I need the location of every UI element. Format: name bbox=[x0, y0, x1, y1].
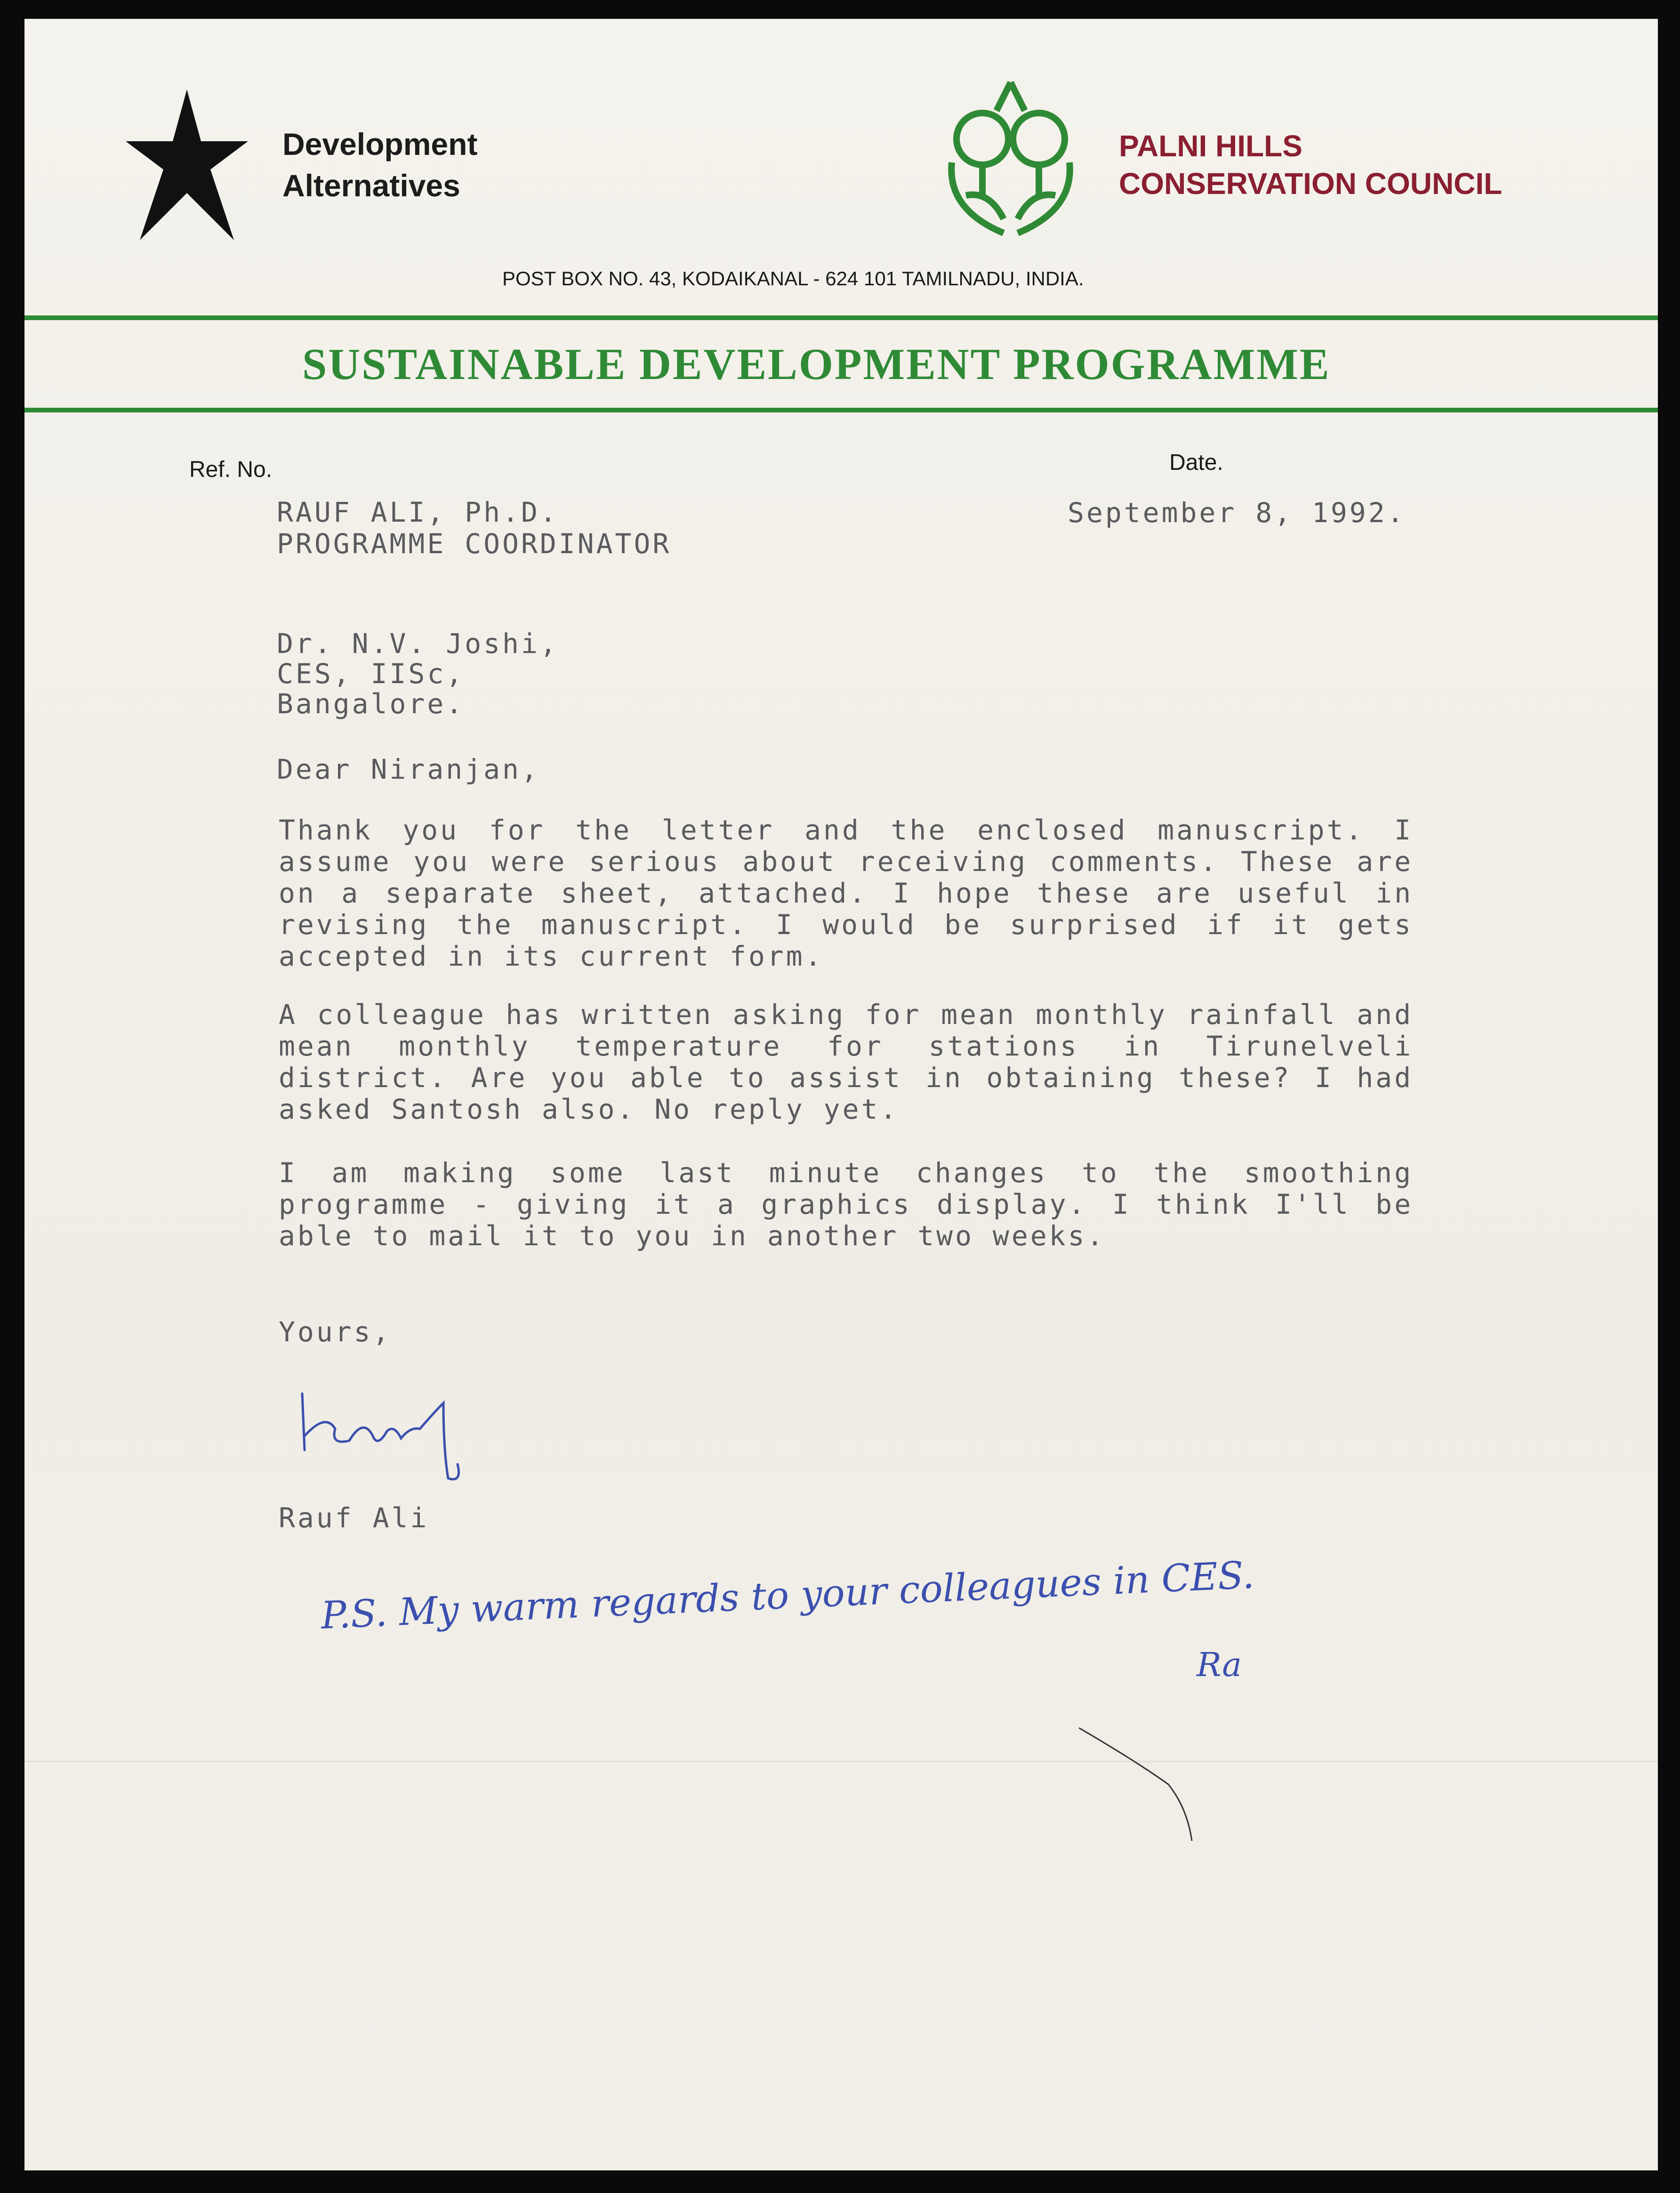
postscript: P.S. My warm regards to your colleagues in CES. bbox=[320, 1553, 1255, 1637]
salutation: Dear Niranjan, bbox=[277, 753, 540, 785]
org-right-line: CONSERVATION COUNCIL bbox=[1119, 167, 1503, 201]
sender-name: RAUF ALI, Ph.D. bbox=[277, 496, 559, 528]
text-line: assume you were serious about receiving comments. These are bbox=[279, 846, 1413, 878]
org-left-line: Alternatives bbox=[282, 168, 460, 203]
closing: Yours, bbox=[279, 1316, 392, 1348]
fold-line bbox=[24, 1761, 1658, 1762]
paragraph-3 bbox=[279, 1157, 1413, 1252]
postscript-initials: Ra bbox=[1197, 1645, 1242, 1684]
ref-label: Ref. No. bbox=[189, 457, 273, 482]
recipient-line: Dr. N.V. Joshi, bbox=[277, 628, 559, 660]
sender-title: PROGRAMME COORDINATOR bbox=[277, 528, 672, 560]
text-line: accepted in its current form. bbox=[279, 940, 824, 972]
star-logo-icon bbox=[126, 89, 248, 240]
text-line: I am making some last minute changes to the smoothing bbox=[279, 1157, 1413, 1189]
text-line: Thank you for the letter and the enclosed manuscript. I bbox=[279, 814, 1413, 846]
org-right-line: PALNI HILLS bbox=[1119, 129, 1302, 163]
sender-block bbox=[277, 497, 671, 560]
date-label: Date. bbox=[1169, 450, 1223, 475]
text-line: revising the manuscript. I would be surprised if it gets bbox=[279, 909, 1413, 941]
tree-hands-logo-icon bbox=[933, 78, 1088, 238]
text-line: mean monthly temperature for stations in Tirunelveli bbox=[279, 1030, 1413, 1062]
signatory-name: Rauf Ali bbox=[279, 1502, 429, 1534]
text-line: able to mail it to you in another two weeks. bbox=[279, 1220, 1106, 1252]
letter-page bbox=[24, 19, 1658, 2170]
org-name-development-alternatives bbox=[282, 123, 477, 206]
recipient-line: CES, IISc, bbox=[277, 658, 465, 690]
programme-title: SUSTAINABLE DEVELOPMENT PROGRAMME bbox=[302, 340, 1331, 389]
recipient-block bbox=[277, 629, 559, 719]
text-line: programme - giving it a graphics display. I think I'll be bbox=[279, 1188, 1413, 1220]
signature-icon bbox=[293, 1384, 490, 1492]
divider-top bbox=[24, 315, 1658, 320]
paragraph-2 bbox=[279, 999, 1413, 1125]
divider-bottom bbox=[24, 408, 1658, 412]
org-name-palni-hills bbox=[1119, 127, 1502, 202]
paragraph-1 bbox=[279, 814, 1413, 972]
text-line: on a separate sheet, attached. I hope these are useful in bbox=[279, 877, 1413, 909]
text-line: district. Are you able to assist in obtaining these? I had bbox=[279, 1062, 1413, 1094]
letter-date: September 8, 1992. bbox=[1068, 497, 1406, 529]
paper-crease bbox=[1079, 1723, 1211, 1846]
org-left-line: Development bbox=[282, 127, 478, 161]
address: POST BOX NO. 43, KODAIKANAL - 624 101 TAMILNADU, INDIA. bbox=[502, 267, 1084, 290]
text-line: A colleague has written asking for mean monthly rainfall and bbox=[279, 999, 1413, 1031]
text-line: asked Santosh also. No reply yet. bbox=[279, 1093, 899, 1125]
recipient-line: Bangalore. bbox=[277, 688, 465, 720]
